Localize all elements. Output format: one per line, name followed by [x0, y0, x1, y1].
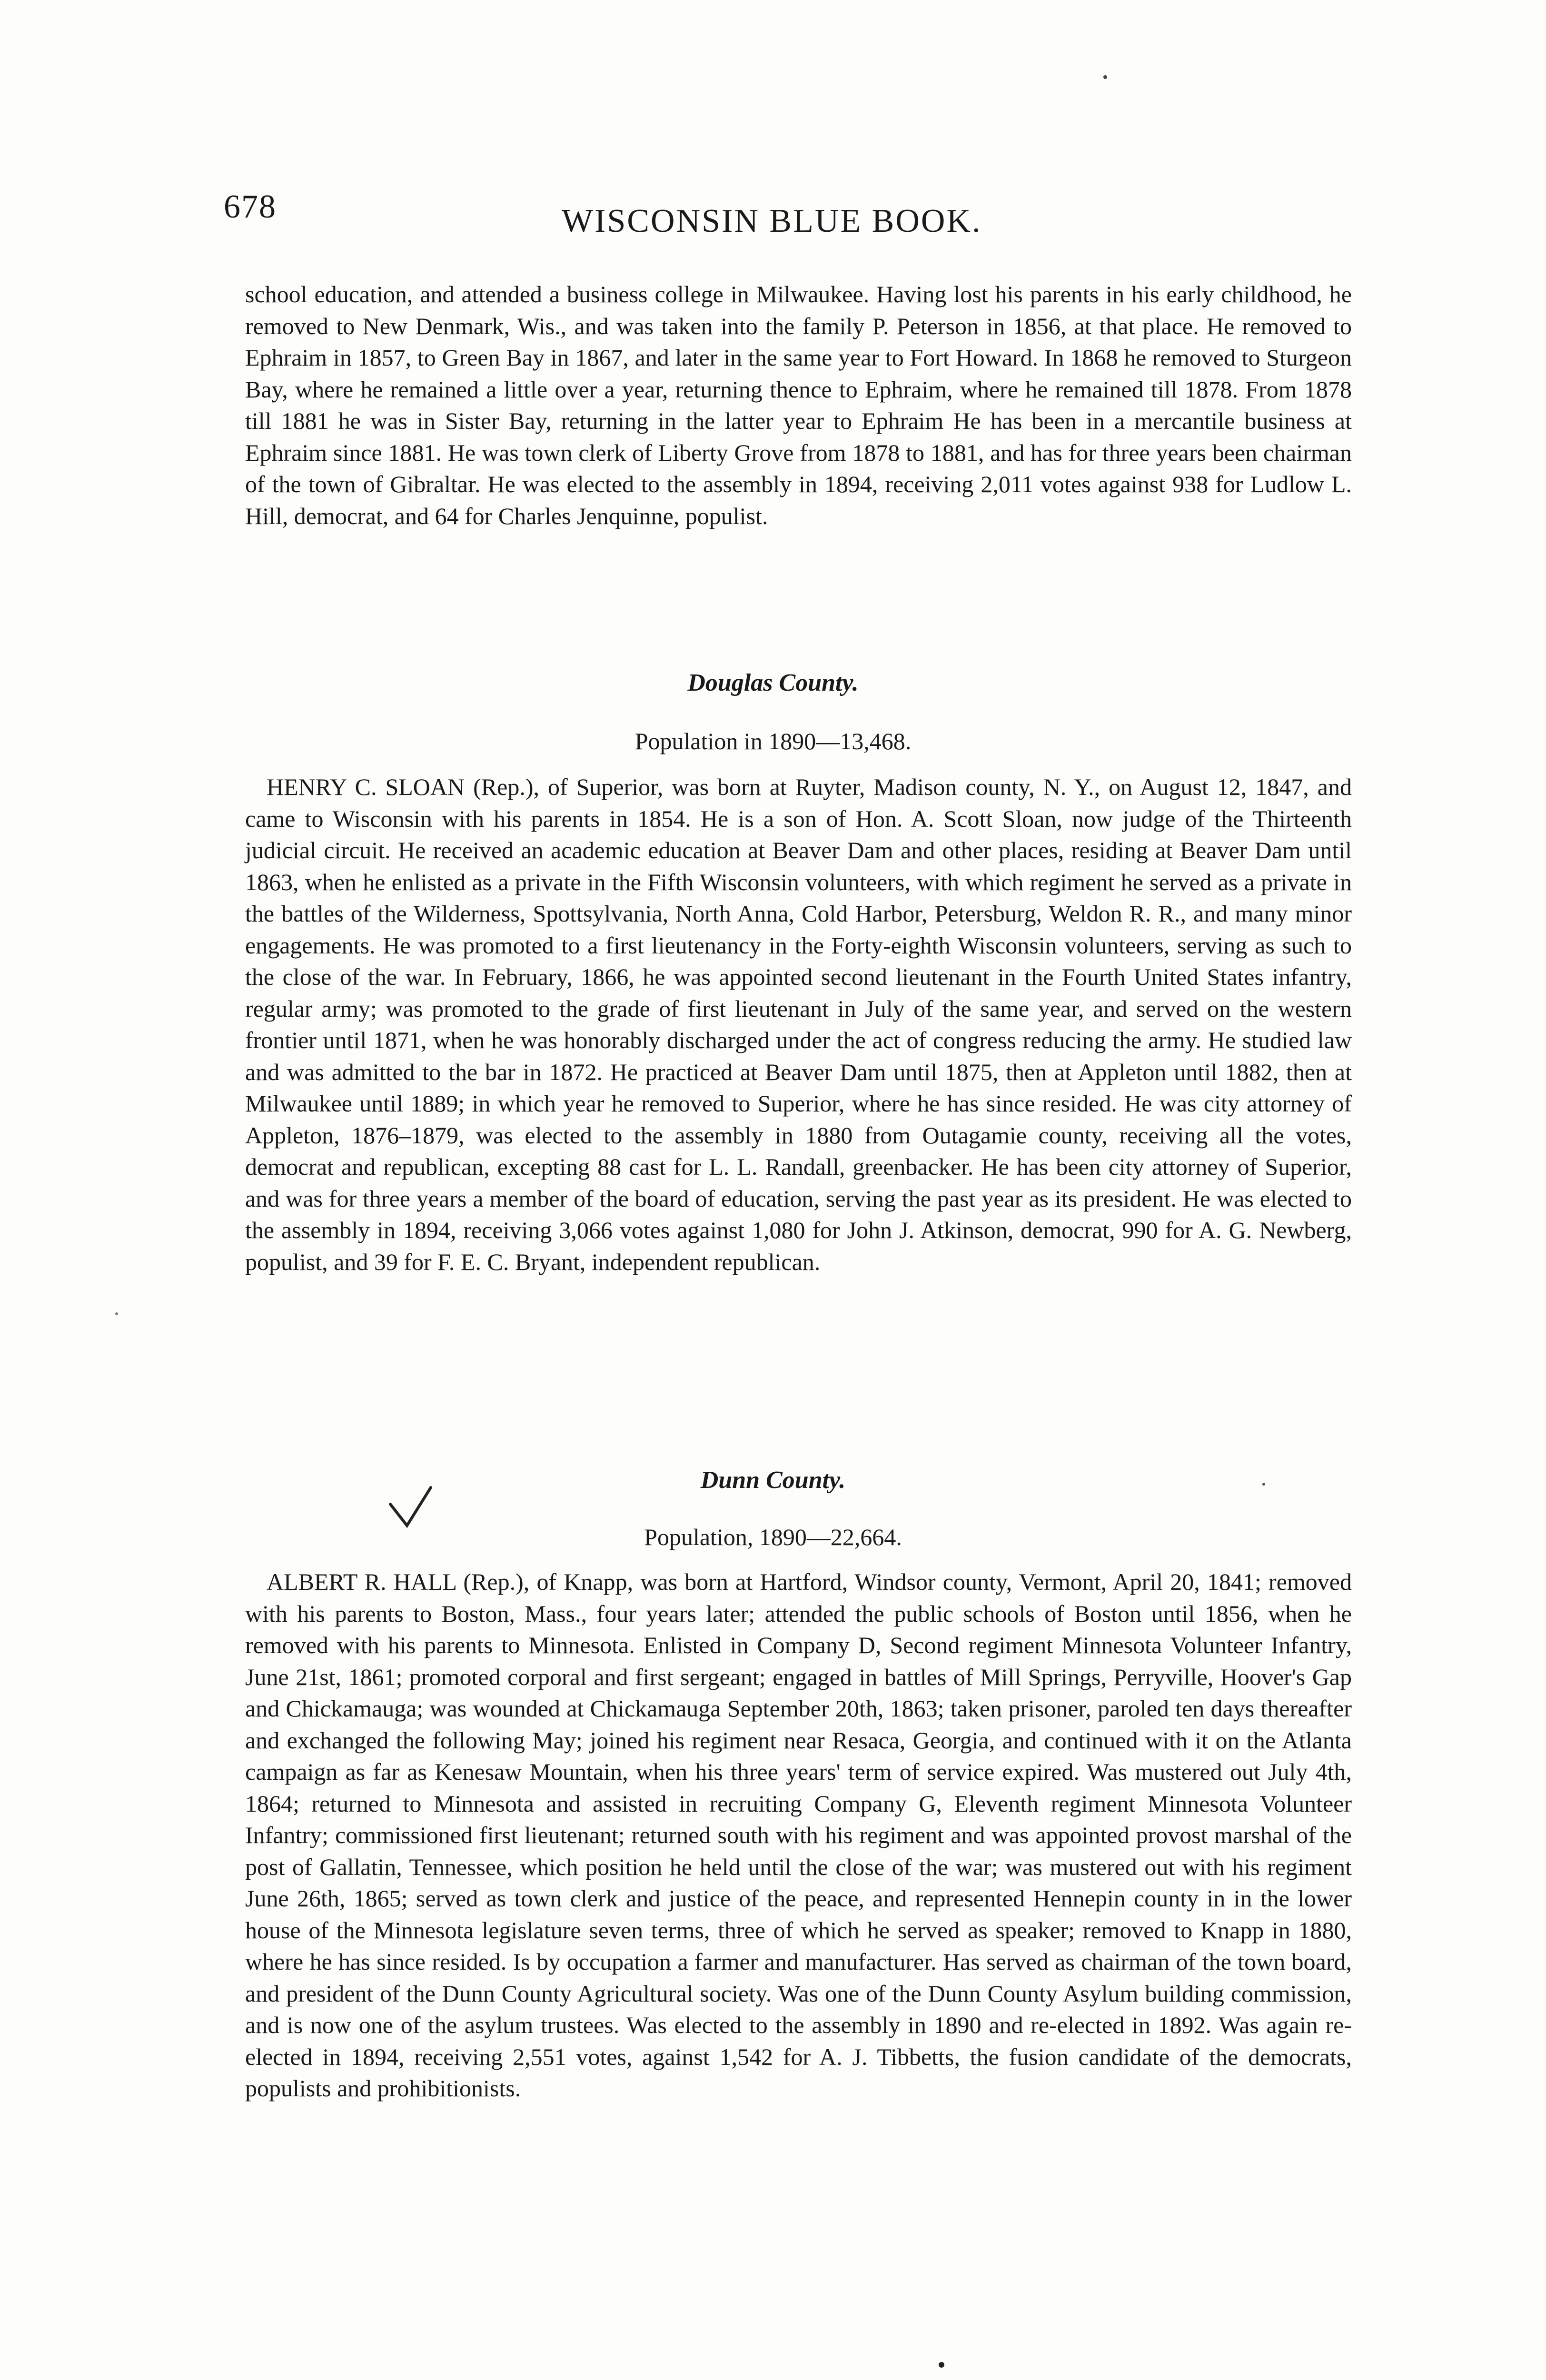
- biography-paragraph: ALBERT R. HALL (Rep.), of Knapp, was born at Hartford, Windsor county, Vermont, April 20, 1841; removed with his parents to Boston, Mass., four years later; attended the public schools of Boston until 1856, when he removed with his parents to Minnesota. Enlisted in Company D, Second regiment Minnesota Volunteer Infantry, June 21st, 1861; promoted corporal and first sergeant; engaged in battles of Mill Springs, Perryville, Hoover's Gap and Chickamauga; was wounded at Chickamauga September 20th, 1863; taken prisoner, paroled ten days thereafter and exchanged the following May; joined his regiment near Resaca, Georgia, and continued with it on the Atlanta campaign as far as Kenesaw Mountain, when his three years' term of service expired. Was mustered out July 4th, 1864; returned to Minnesota and assisted in recruiting Company G, Eleventh regiment Minnesota Volunteer Infantry; commissioned first lieutenant; returned south with his regiment and was appointed provost marshal of the post of Gallatin, Tennessee, which position he held until the close of the war; was mustered out with his regiment June 26th, 1865; served as town clerk and justice of the peace, and represented Hennepin county in in the lower house of the Minnesota legislature seven terms, three of which he served as speaker; removed to Knapp in 1880, where he has since resided. Is by occupation a farmer and manufacturer. Has served as chairman of the town board, and president of the Dunn County Agricultural society. Was one of the Dunn County Asylum building commission, and is now one of the asylum trustees. Was elected to the assembly in 1890 and re-elected in 1892. Was again re-elected in 1894, receiving 2,551 votes, against 1,542 for A. J. Tibbetts, the fusion candidate of the democrats, populists and prohibitionists.: [245, 1568, 1352, 2102]
- population-douglas-county: Population in 1890—13,468.: [634, 728, 912, 754]
- continued-paragraph: school education, and attended a business college in Milwaukee. Having lost his parents in his early childhood, he removed to New Denmark, Wis., and was taken into the family P. Peterson in 1856, at that place. He removed to Ephraim in 1857, to Green Bay in 1867, and later in the same year to Fort Howard. In 1868 he removed to Sturgeon Bay, where he remained a little over a year, returning thence to Ephraim, where he remained till 1878. From 1878 till 1881 he was in Sister Bay, returning in the latter year to Ephraim He has been in a mercantile business at Ephraim since 1881. He was town clerk of Liberty Grove from 1878 to 1881, and has for three years been chairman of the town of Gibraltar. He was elected to the assembly in 1894, receiving 2,011 votes against 938 for Ludlow L. Hill, democrat, and 64 for Charles Jenquinne, populist.: [245, 281, 1352, 529]
- continued-biography: [245, 278, 1352, 532]
- biography-albert-r-hall: [245, 1566, 1352, 2104]
- speck-mark: [939, 2362, 944, 2368]
- biography-henry-c-sloan: [245, 771, 1352, 1278]
- section-title-dunn-county: Dunn County.: [700, 1467, 846, 1494]
- speck-mark: [115, 1312, 118, 1315]
- biography-paragraph: HENRY C. SLOAN (Rep.), of Superior, was born at Ruyter, Madison county, N. Y., on August 12, 1847, and came to Wisconsin with his parents in 1854. He is a son of Hon. A. Scott Sloan, now judge of the Thirteenth judicial circuit. He received an academic education at Beaver Dam and other places, residing at Beaver Dam until 1863, when he enlisted as a private in the Fifth Wisconsin volunteers, with which regiment he served as a private in the battles of the Wilderness, Spottsylvania, North Anna, Cold Harbor, Petersburg, Weldon R. R., and many minor engagements. He was promoted to a first lieutenancy in the Forty-eighth Wisconsin volunteers, serving as such to the close of the war. In February, 1866, he was appointed second lieutenant in the Fourth United States infantry, regular army; was promoted to the grade of first lieutenant in July of the same year, and served on the western frontier until 1871, when he was honorably discharged under the act of congress reducing the army. He studied law and was admitted to the bar in 1872. He practiced at Beaver Dam until 1875, then at Appleton until 1882, then at Milwaukee until 1889; in which year he removed to Superior, where he has since resided. He was city attorney of Appleton, 1876–1879, was elected to the assembly in 1880 from Outagamie county, receiving all the votes, democrat and republican, excepting 88 cast for L. L. Randall, greenbacker. He has been city attorney of Superior, and was for three years a member of the board of education, serving the past year as its president. He was elected to the assembly in 1894, receiving 3,066 votes against 1,080 for John J. Atkinson, democrat, 990 for A. G. Newberg, populist, and 39 for F. E. C. Bryant, independent republican.: [245, 774, 1352, 1275]
- section-title-douglas-county: Douglas County.: [687, 669, 859, 696]
- page-number: 678: [224, 188, 277, 225]
- population-dunn-county: Population, 1890—22,664.: [644, 1524, 902, 1550]
- speck-mark: [1103, 75, 1107, 79]
- running-title: WISCONSIN BLUE BOOK.: [562, 203, 982, 239]
